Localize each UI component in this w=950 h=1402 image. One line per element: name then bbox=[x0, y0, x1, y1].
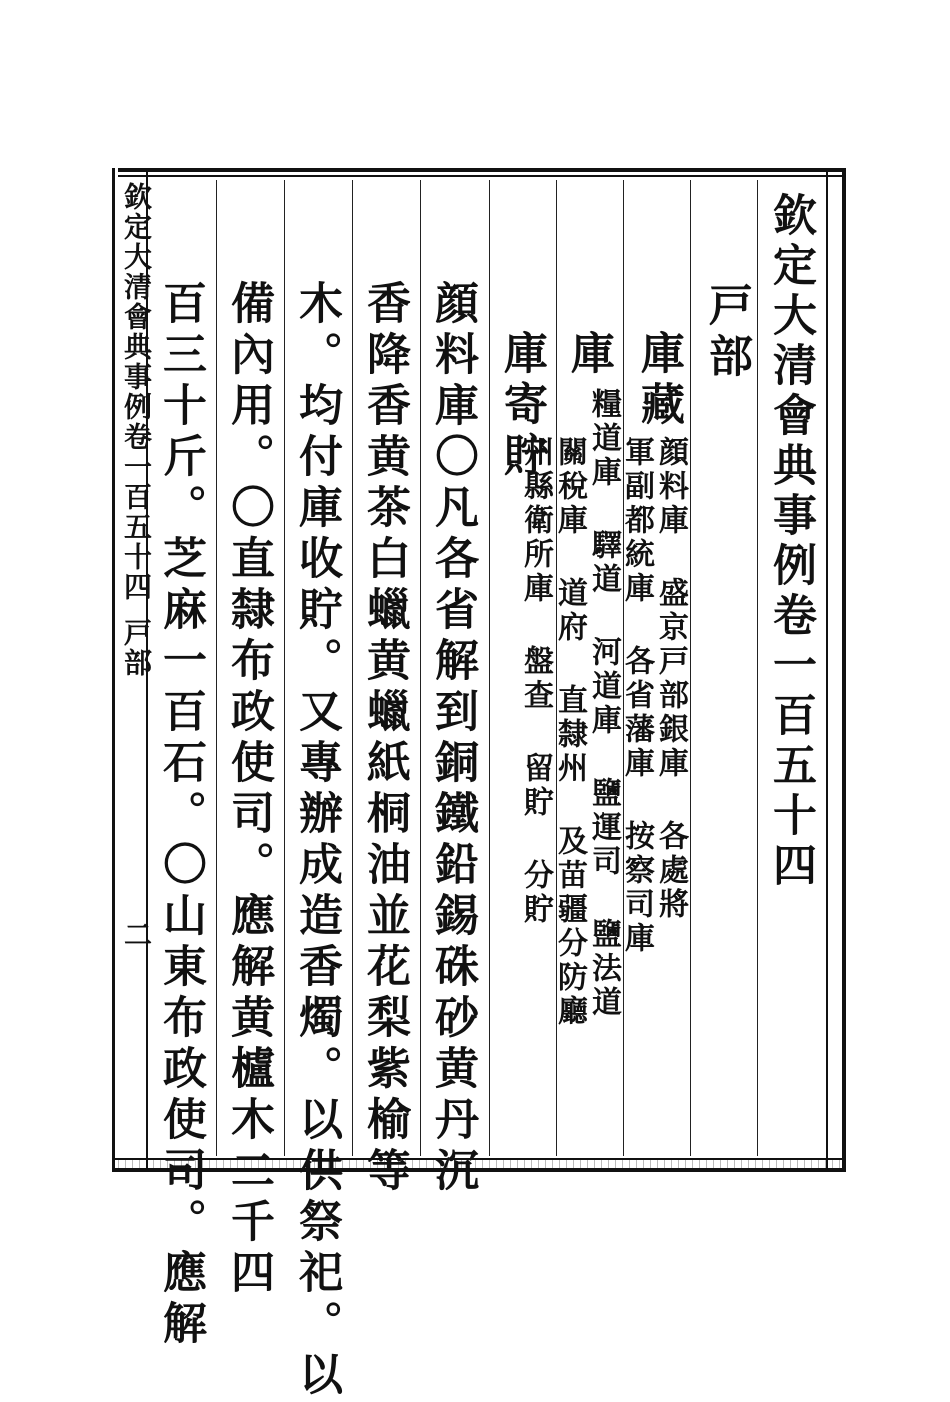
body-column: 備內用。〇直隸布政使司。應解黄櫨木二千四 bbox=[223, 280, 274, 1300]
annotation-line: 關稅庫 道府 直隸州 及苗疆分防廳 bbox=[552, 436, 587, 1029]
column-divider bbox=[216, 180, 217, 1156]
annotation-line: 糧道庫 驛道 河道庫 鹽運司 鹽法道 bbox=[586, 388, 621, 1020]
column-divider bbox=[420, 180, 421, 1156]
column-divider bbox=[489, 180, 490, 1156]
margin-juan: 卷一百五十四 bbox=[120, 422, 153, 602]
column-divider bbox=[352, 180, 353, 1156]
sub-heading: 庫寄貯 bbox=[496, 330, 547, 483]
margin-book-title bbox=[116, 182, 156, 602]
body-column: 木。均付庫收貯。又專辦成造香燭。以供祭祀。以 bbox=[291, 280, 342, 1402]
annotation-line: 州縣衛所庫 盤查 留貯 分貯 bbox=[518, 436, 553, 927]
annotation-line: 軍副都統庫 各省藩庫 按察司庫 bbox=[619, 436, 654, 956]
section-heading: 戸部 bbox=[701, 282, 752, 384]
annotation-line: 顔料庫 盛京戸部銀庫 各處將 bbox=[653, 436, 688, 922]
column-divider bbox=[690, 180, 691, 1156]
sub-heading: 庫 bbox=[563, 330, 614, 381]
category-heading: 庫藏 bbox=[633, 330, 684, 432]
body-column: 香降香黄茶白蠟黄蠟紙桐油並花梨紫榆等 bbox=[359, 280, 410, 1198]
frame-top-border bbox=[118, 168, 846, 177]
column-divider bbox=[284, 180, 285, 1156]
page-title: 欽定大清會典事例卷一百五十四 bbox=[765, 192, 816, 892]
margin-dept: 戸部 bbox=[120, 618, 153, 678]
column-divider bbox=[757, 180, 758, 1156]
body-column: 百三十斤。芝麻一百石。〇山東布政使司。應解 bbox=[155, 280, 206, 1351]
margin-page-number: 二 bbox=[120, 920, 153, 950]
frame-right-border bbox=[826, 168, 846, 1172]
body-column: 顔料庫〇凡各省解到銅鐵鉛錫硃砂黄丹沉 bbox=[427, 280, 478, 1198]
margin-book: 欽定大清會典事例 bbox=[120, 182, 153, 422]
